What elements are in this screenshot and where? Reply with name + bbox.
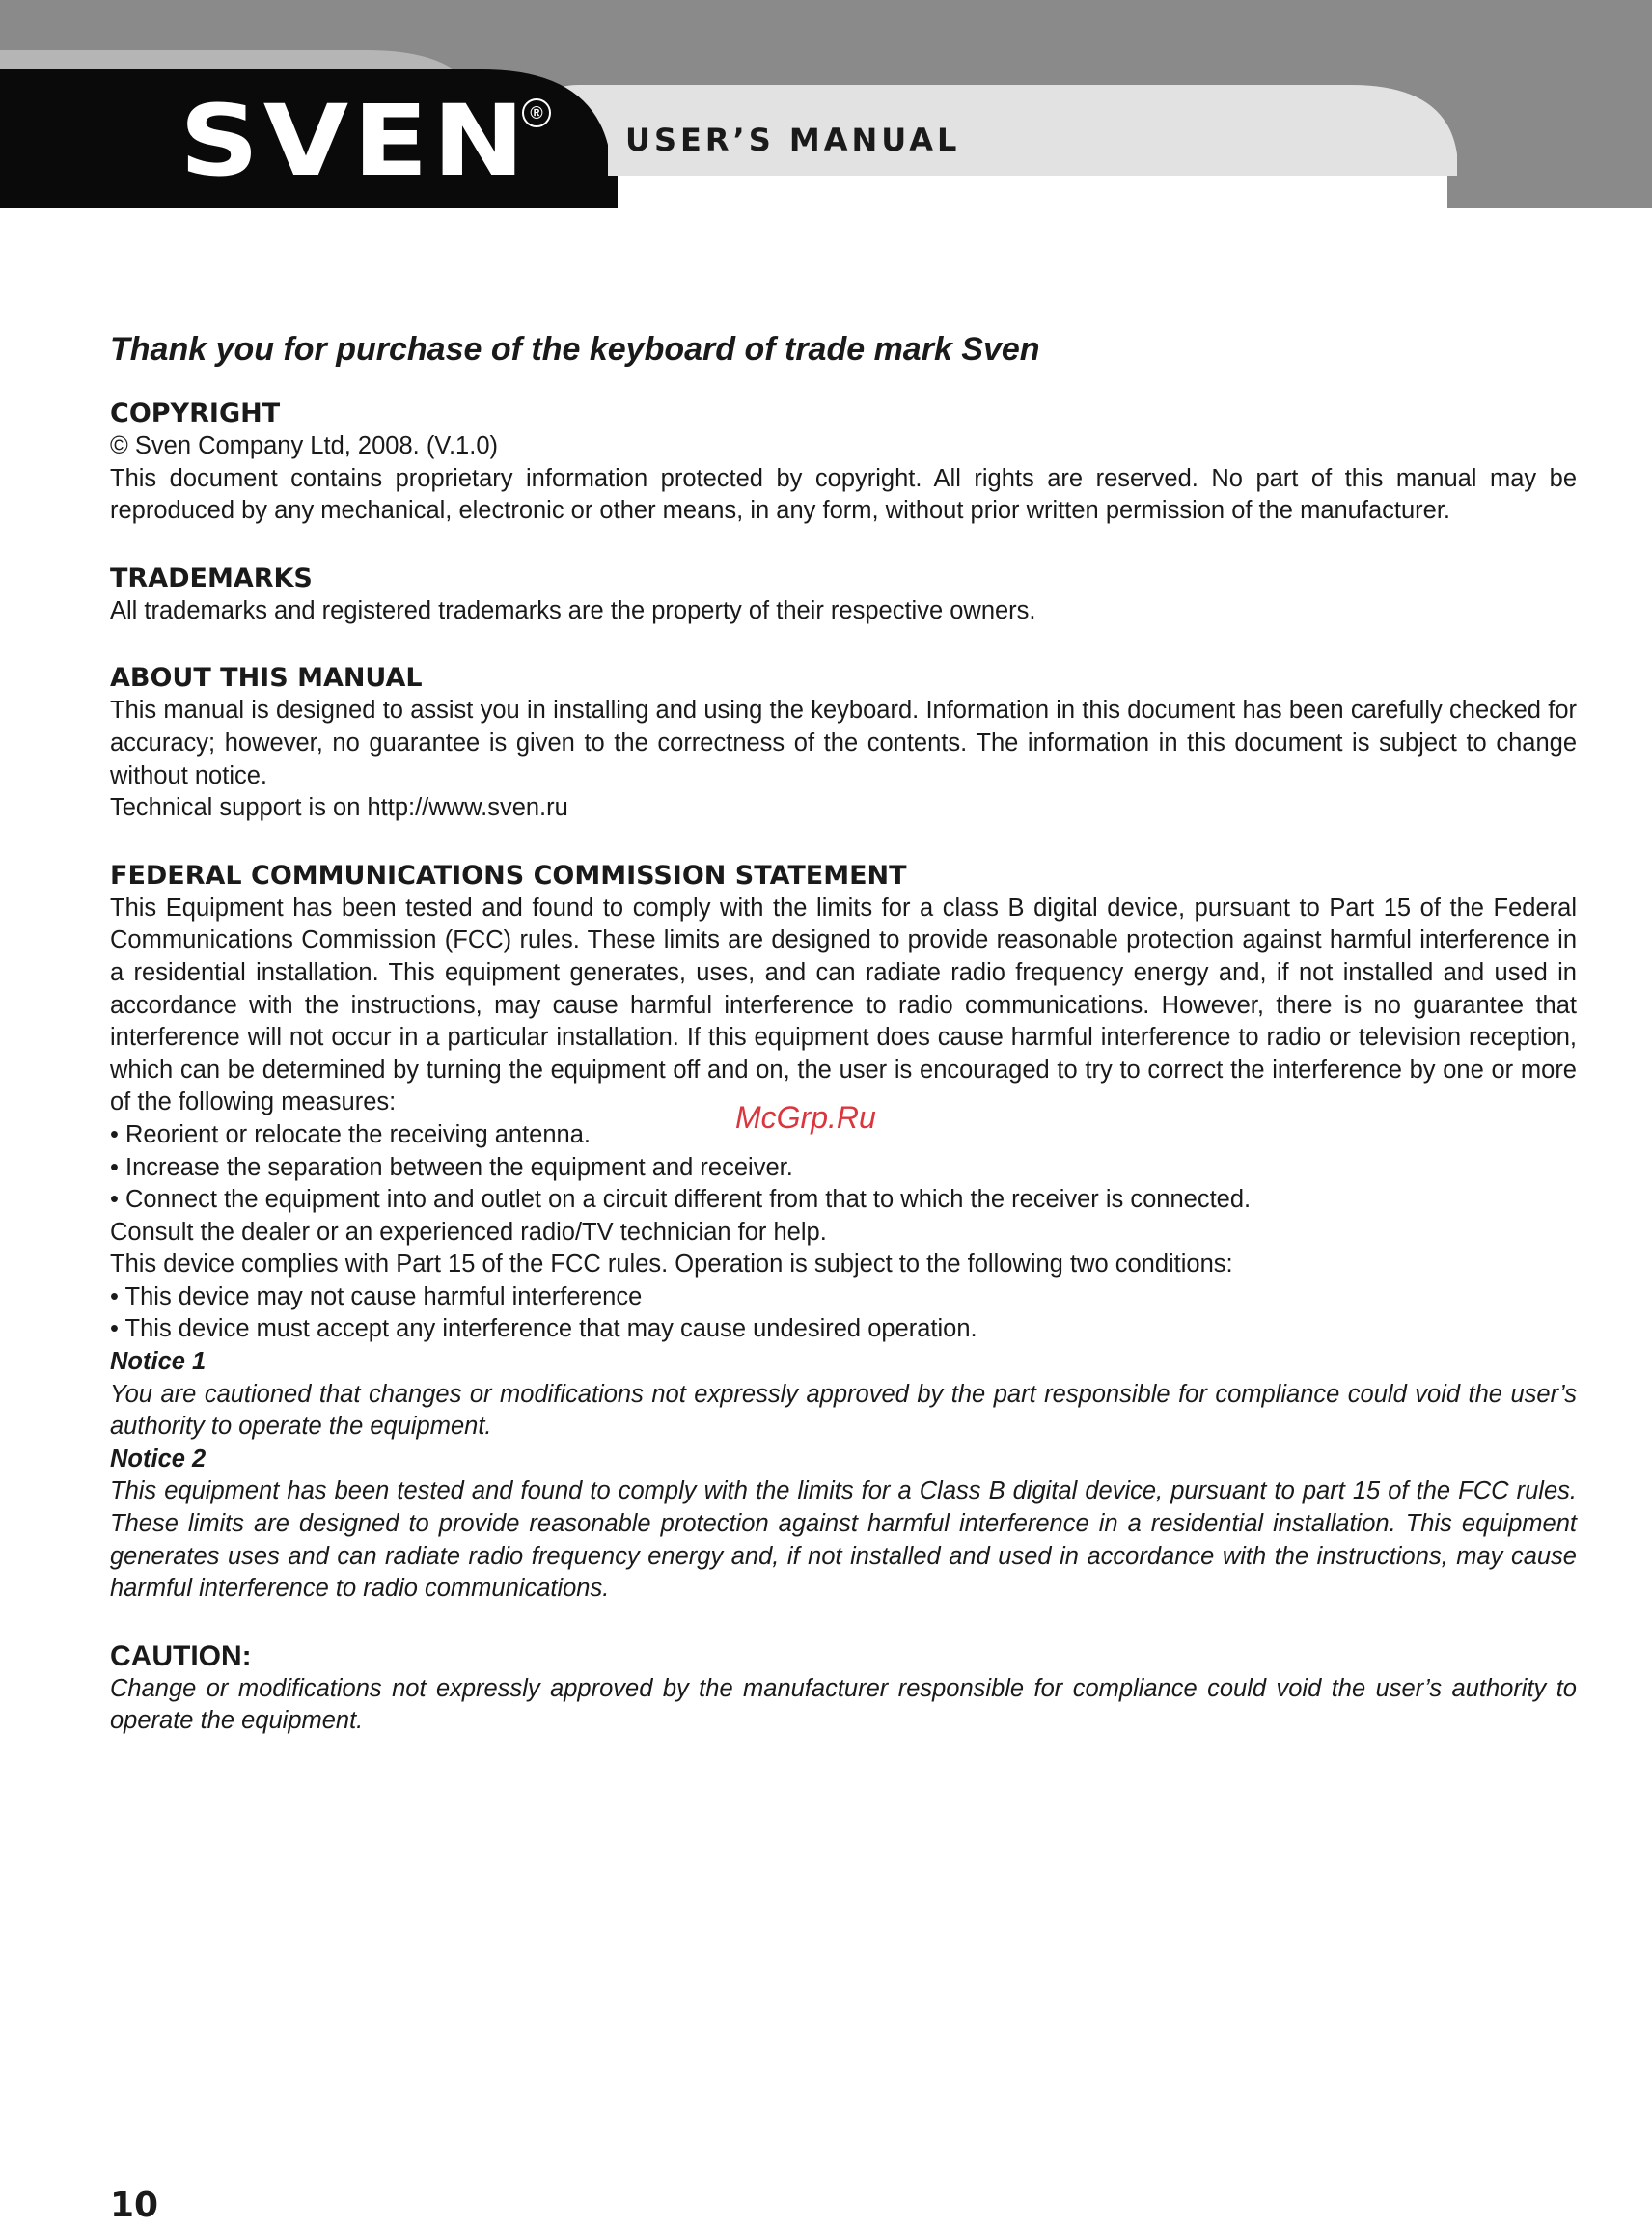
- trademarks-heading: TRADEMARKS: [110, 563, 313, 593]
- consult-text: Consult the dealer or an experienced radio/TV technician for help.: [110, 1218, 827, 1246]
- copyright-section: [110, 398, 1577, 528]
- lead-sentence: Thank you for purchase of the keyboard of trade mark Sven: [110, 331, 1040, 368]
- measure-item: • Connect the equipment into and outlet on a circuit different from that to which the receiver is connected.: [110, 1186, 1252, 1214]
- measure-item: • Reorient or relocate the receiving antenna.: [110, 1120, 591, 1148]
- registered-mark: ®: [522, 98, 551, 127]
- condition-item: • This device must accept any interference that may cause undesired operation.: [110, 1315, 977, 1343]
- notice2-text: This equipment has been tested and found to comply with the limits for a Class B digital device, pursuant to part 15 of the FCC rules. These limits are designed to provide reasonable protection against harmful interference in a residential installation. This equipment generates uses and can radiate radio frequency energy and, if not installed and used in accordance with the instructions, may cause harmful interference to radio communications.: [110, 1477, 1577, 1603]
- header-bottom-right: [1447, 176, 1652, 208]
- document-body: [110, 324, 1577, 1773]
- brand-logo: SVEN: [179, 84, 530, 199]
- header-bottom-gap: [618, 176, 1447, 208]
- copyright-heading: COPYRIGHT: [110, 399, 281, 428]
- header-swoosh: [0, 50, 454, 69]
- fcc-section: [110, 860, 1577, 1606]
- watermark: McGrp.Ru: [735, 1100, 876, 1135]
- manual-title: USER’S MANUAL: [625, 122, 961, 158]
- page-header: [0, 0, 1652, 208]
- condition-item: • This device may not cause harmful interference: [110, 1282, 643, 1310]
- fcc-heading: FEDERAL COMMUNICATIONS COMMISSION STATEMENT: [110, 860, 907, 891]
- trademarks-text: All trademarks and registered trademarks are the property of their respective owners.: [110, 596, 1036, 624]
- caution-text: Change or modifications not expressly approved by the manufacturer responsible for compliance could void the user’s authority to operate the equipment.: [110, 1674, 1577, 1735]
- about-heading: ABOUT THIS MANUAL: [110, 663, 423, 694]
- trademarks-section: [110, 563, 1577, 628]
- notice2-title: Notice 2: [110, 1445, 206, 1472]
- caution-section: [110, 1640, 1577, 1738]
- copyright-line: © Sven Company Ltd, 2008. (V.1.0): [110, 432, 498, 459]
- about-section: [110, 662, 1577, 824]
- notice1-text: You are cautioned that changes or modifications not expressly approved by the part responsible for compliance could void the user’s authority to operate the equipment.: [110, 1380, 1577, 1441]
- measure-item: • Increase the separation between the equipment and receiver.: [110, 1153, 793, 1181]
- notice1-title: Notice 1: [110, 1348, 206, 1376]
- support-text: Technical support is on http://www.sven.ru: [110, 794, 568, 822]
- caution-heading: CAUTION:: [110, 1639, 252, 1672]
- page-number: 10: [110, 2186, 159, 2225]
- complies-text: This device complies with Part 15 of the FCC rules. Operation is subject to the following two conditions:: [110, 1251, 1233, 1279]
- fcc-paragraph: This Equipment has been tested and found to comply with the limits for a class B digital device, pursuant to Part 15 of the Federal Communications Commission (FCC) rules. These limits are designed to provide reasonable protection against harmful interference in a residential installation. This equipment generates, uses, and can radiate radio frequency energy and, if not installed and used in accordance with the instructions, may cause harmful interference to radio communications. However, there is no guarantee that interference will not occur in a particular installation. If this equipment does cause harmful interference to radio or television reception, which can be determined by turning the equipment off and on, the user is encouraged to try to correct the interference by one or more of the following measures:: [110, 894, 1577, 1116]
- copyright-text: This document contains proprietary information protected by copyright. All rights are reserved. No part of this manual may be reproduced by any mechanical, electronic or other means, in any form, without prior written permission of the manufacturer.: [110, 464, 1577, 525]
- about-text: This manual is designed to assist you in installing and using the keyboard. Information in this document has been carefully checked for accuracy; however, no guarantee is given to the correctness of the contents. The information in this document is subject to change without notice.: [110, 697, 1577, 789]
